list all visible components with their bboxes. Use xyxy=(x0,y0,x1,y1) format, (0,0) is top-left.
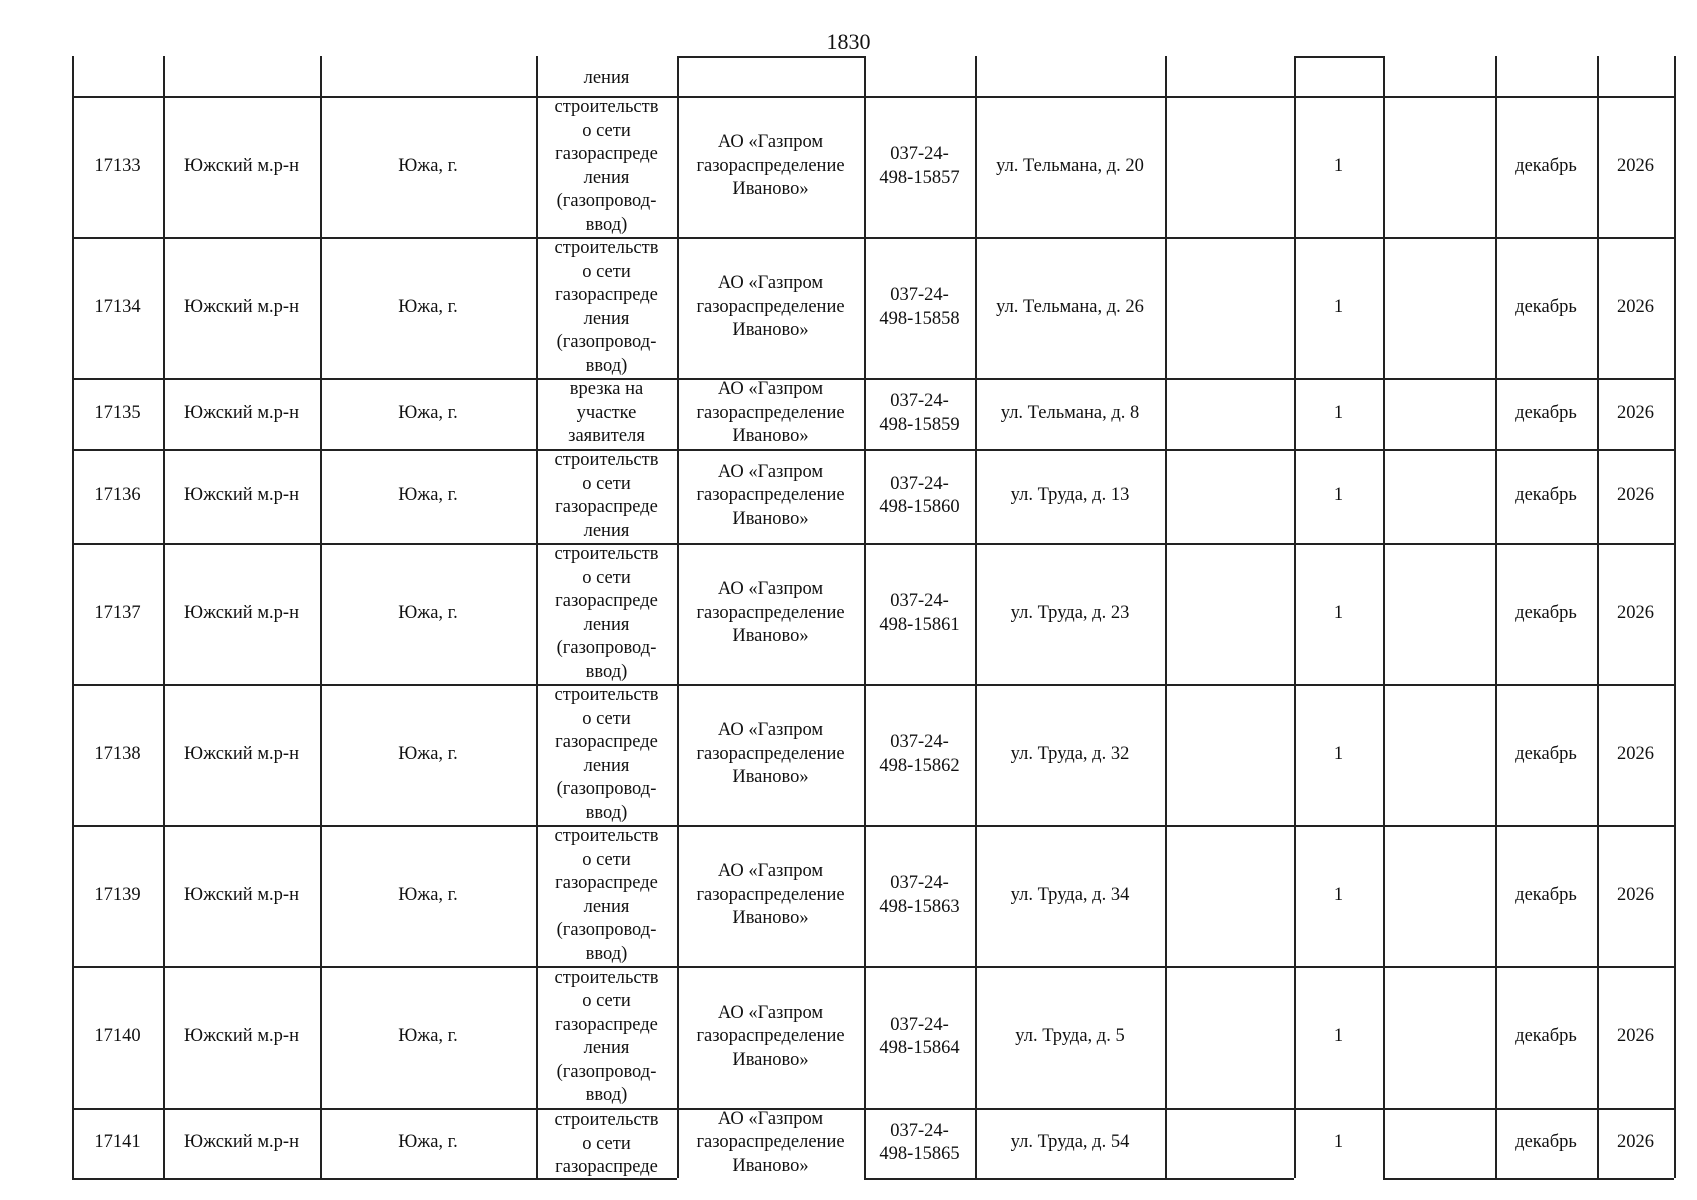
address-cell xyxy=(975,825,1165,966)
month-cell xyxy=(1495,378,1597,449)
address-cell xyxy=(975,543,1165,684)
year-cell xyxy=(1597,378,1674,449)
cell-text: строительств xyxy=(554,1110,659,1130)
row-number xyxy=(72,96,163,237)
cell-text: 1 xyxy=(1333,1026,1344,1047)
empty-cell xyxy=(1383,825,1495,966)
cell-text: ул. Тельмана, д. 8 xyxy=(1000,402,1140,423)
organization-cell xyxy=(677,378,864,449)
cell-text: 037-24- xyxy=(890,1120,949,1141)
month-cell xyxy=(1495,825,1597,966)
cell-text: газораспреде xyxy=(555,873,658,893)
cell-text: 1 xyxy=(1333,485,1344,506)
empty-cell xyxy=(1383,378,1495,449)
empty-cell xyxy=(1383,966,1495,1108)
cell-text: 2026 xyxy=(1617,884,1654,905)
cell-text: декабрь xyxy=(1515,743,1577,764)
quantity-cell xyxy=(1294,378,1383,449)
cell-text: ления xyxy=(583,308,630,329)
organization-cell xyxy=(677,1108,864,1178)
cell-text: Иваново» xyxy=(732,767,809,788)
city-cell xyxy=(320,684,536,825)
cell-text: 17134 xyxy=(94,296,141,317)
cell-text: Южа, г. xyxy=(398,296,458,317)
cell-text: 2026 xyxy=(1617,296,1654,317)
organization-cell xyxy=(677,237,864,378)
application-code-cell xyxy=(864,449,975,543)
cell-text: газораспределение xyxy=(696,296,845,317)
registry-table xyxy=(72,0,1674,1200)
district-cell xyxy=(163,96,320,237)
cell-text: (газопровод- xyxy=(556,779,657,799)
cell-text: декабрь xyxy=(1515,485,1577,506)
cell-text: (газопровод- xyxy=(556,191,657,211)
cell-text: газораспреде xyxy=(555,497,658,517)
cell-text: газораспределение xyxy=(696,884,845,905)
cell-text: Иваново» xyxy=(732,179,809,200)
work-type-cell xyxy=(536,825,677,966)
cell-text: 498-15860 xyxy=(879,497,960,517)
row-number xyxy=(72,378,163,449)
year-cell xyxy=(1597,684,1674,825)
cell-text: 1 xyxy=(1333,602,1344,623)
organization-cell xyxy=(677,966,864,1108)
cell-text: АО «Газпром xyxy=(717,861,824,882)
cell-text: ул. Труда, д. 5 xyxy=(1015,1026,1125,1047)
cell-text: газораспределение xyxy=(696,743,845,764)
cell-text: 1 xyxy=(1333,1132,1344,1153)
cell-text: Южа, г. xyxy=(398,155,458,176)
cell-text: газораспреде xyxy=(555,144,658,164)
cell-text: 2026 xyxy=(1617,402,1654,423)
cell-text: 2026 xyxy=(1617,1026,1654,1047)
cell-text: 1 xyxy=(1333,884,1344,905)
empty-cell xyxy=(1383,543,1495,684)
cell-text: Южа, г. xyxy=(398,485,458,506)
cell-text: газораспределение xyxy=(696,485,845,506)
cell-text: участке xyxy=(576,402,637,423)
cell-text: Южа, г. xyxy=(398,1132,458,1153)
year-cell xyxy=(1597,96,1674,237)
cell-text: 17136 xyxy=(94,485,141,506)
cell-text: газораспределение xyxy=(696,155,845,176)
cell-text: 037-24- xyxy=(890,591,949,611)
cell-text: 2026 xyxy=(1617,485,1654,506)
organization-cell xyxy=(677,449,864,543)
cell-text: Южский м.р-н xyxy=(184,1026,299,1047)
cell-text: ул. Труда, д. 23 xyxy=(1010,602,1130,623)
cell-text: 498-15859 xyxy=(879,414,960,435)
empty-cell xyxy=(1165,378,1294,449)
cell-text: ления xyxy=(583,614,630,635)
work-type-cell xyxy=(536,96,677,237)
cell-text: ления xyxy=(583,167,630,188)
cell-text: строительств xyxy=(554,544,659,564)
cell-text: ул. Труда, д. 34 xyxy=(1010,884,1130,905)
row-number xyxy=(72,684,163,825)
empty-cell xyxy=(1383,96,1495,237)
cell-text: АО «Газпром xyxy=(717,461,824,482)
city-cell xyxy=(320,378,536,449)
cell-text: АО «Газпром xyxy=(717,1002,824,1023)
cell-text: ул. Труда, д. 13 xyxy=(1010,485,1130,506)
organization-cell xyxy=(677,684,864,825)
cell-text: декабрь xyxy=(1515,1132,1577,1153)
cell-text: Южский м.р-н xyxy=(184,743,299,764)
cell-text: о сети xyxy=(582,120,631,141)
carry-over-work-type xyxy=(536,56,677,96)
application-code-cell xyxy=(864,378,975,449)
cell-text: строительств xyxy=(554,450,659,470)
cell-text: 498-15858 xyxy=(879,308,960,329)
cell-text: декабрь xyxy=(1515,602,1577,623)
cell-text: строительств xyxy=(554,238,659,258)
cell-text: Иваново» xyxy=(732,1049,809,1070)
cell-text: Иваново» xyxy=(732,508,809,529)
cell-text: АО «Газпром xyxy=(717,273,824,294)
empty-cell xyxy=(1165,825,1294,966)
quantity-cell xyxy=(1294,543,1383,684)
cell-text: заявителя xyxy=(568,426,645,447)
cell-text: ления xyxy=(583,520,630,541)
cell-text: 17138 xyxy=(94,743,141,764)
cell-text: врезка на xyxy=(569,379,644,400)
address-cell xyxy=(975,237,1165,378)
cell-text: ул. Труда, д. 54 xyxy=(1010,1132,1130,1153)
empty-cell xyxy=(1383,1108,1495,1178)
cell-text: Иваново» xyxy=(732,320,809,341)
cell-text: декабрь xyxy=(1515,884,1577,905)
organization-cell xyxy=(677,96,864,237)
row-number xyxy=(72,1108,163,1178)
cell-text: 498-15861 xyxy=(879,614,960,635)
year-cell xyxy=(1597,825,1674,966)
cell-text: 037-24- xyxy=(890,144,949,164)
empty-cell xyxy=(1165,684,1294,825)
row-number xyxy=(72,237,163,378)
cell-text: Южа, г. xyxy=(398,402,458,423)
quantity-cell xyxy=(1294,684,1383,825)
empty-cell xyxy=(1165,237,1294,378)
table-border xyxy=(1294,56,1383,58)
cell-text: 1 xyxy=(1333,743,1344,764)
cell-text: 037-24- xyxy=(890,473,949,494)
cell-text: 2026 xyxy=(1617,155,1654,176)
year-cell xyxy=(1597,1108,1674,1178)
month-cell xyxy=(1495,543,1597,684)
cell-text: 2026 xyxy=(1617,602,1654,623)
cell-text: 037-24- xyxy=(890,1014,949,1035)
cell-text: АО «Газпром xyxy=(717,132,824,153)
district-cell xyxy=(163,378,320,449)
organization-cell xyxy=(677,825,864,966)
cell-text: Южский м.р-н xyxy=(184,296,299,317)
application-code-cell xyxy=(864,966,975,1108)
work-type-cell xyxy=(536,449,677,543)
cell-text: декабрь xyxy=(1515,402,1577,423)
year-cell xyxy=(1597,966,1674,1108)
cell-text: ввод) xyxy=(585,943,628,964)
cell-text: строительств xyxy=(554,97,659,117)
month-cell xyxy=(1495,1108,1597,1178)
cell-text: 1 xyxy=(1333,296,1344,317)
quantity-cell xyxy=(1294,237,1383,378)
table-border xyxy=(1383,1178,1674,1180)
cell-text: ул. Тельмана, д. 26 xyxy=(996,296,1144,317)
quantity-cell xyxy=(1294,1108,1383,1178)
cell-text: ления xyxy=(583,755,630,776)
address-cell xyxy=(975,684,1165,825)
district-cell xyxy=(163,237,320,378)
table-border xyxy=(677,56,864,58)
cell-text: ления xyxy=(583,896,630,917)
cell-text: Южа, г. xyxy=(398,1026,458,1047)
empty-cell xyxy=(1165,449,1294,543)
cell-text: газораспределение xyxy=(696,1026,845,1047)
application-code-cell xyxy=(864,543,975,684)
cell-text: газораспределение xyxy=(696,402,845,423)
cell-text: 037-24- xyxy=(890,391,949,411)
address-cell xyxy=(975,1108,1165,1178)
cell-text: 17140 xyxy=(94,1026,141,1047)
cell-text: строительств xyxy=(554,685,659,705)
cell-text: о сети xyxy=(582,567,631,588)
district-cell xyxy=(163,825,320,966)
cell-text: Иваново» xyxy=(732,908,809,929)
application-code-cell xyxy=(864,684,975,825)
address-cell xyxy=(975,378,1165,449)
cell-text: ввод) xyxy=(585,661,628,682)
cell-text: 17137 xyxy=(94,602,141,623)
cell-text: 498-15862 xyxy=(879,755,960,776)
cell-text: декабрь xyxy=(1515,296,1577,317)
address-cell xyxy=(975,449,1165,543)
cell-text: 17133 xyxy=(94,155,141,176)
cell-text: газораспределение xyxy=(696,1132,845,1153)
cell-text: АО «Газпром xyxy=(717,379,824,400)
cell-text: декабрь xyxy=(1515,155,1577,176)
quantity-cell xyxy=(1294,96,1383,237)
cell-text: 1 xyxy=(1333,155,1344,176)
address-cell xyxy=(975,966,1165,1108)
row-number xyxy=(72,966,163,1108)
city-cell xyxy=(320,96,536,237)
cell-text: 037-24- xyxy=(890,285,949,305)
district-cell xyxy=(163,684,320,825)
cell-text: Южский м.р-н xyxy=(184,155,299,176)
cell-text: 498-15857 xyxy=(879,167,960,188)
row-number xyxy=(72,543,163,684)
cell-text: Южский м.р-н xyxy=(184,485,299,506)
cell-text: Южа, г. xyxy=(398,884,458,905)
month-cell xyxy=(1495,237,1597,378)
cell-text: 17141 xyxy=(94,1132,141,1153)
cell-text: строительств xyxy=(554,826,659,846)
cell-text: ввод) xyxy=(585,355,628,376)
cell-text: декабрь xyxy=(1515,1026,1577,1047)
cell-text: (газопровод- xyxy=(556,1061,657,1082)
quantity-cell xyxy=(1294,449,1383,543)
cell-text: 498-15864 xyxy=(879,1038,960,1058)
table-border xyxy=(72,1178,677,1180)
city-cell xyxy=(320,237,536,378)
cell-text: (газопровод- xyxy=(556,638,657,658)
cell-text: 2026 xyxy=(1617,1132,1654,1153)
address-cell xyxy=(975,96,1165,237)
cell-text: Иваново» xyxy=(732,1155,809,1176)
cell-text: газораспреде xyxy=(555,1014,658,1035)
empty-cell xyxy=(1165,966,1294,1108)
application-code-cell xyxy=(864,96,975,237)
cell-text: Южский м.р-н xyxy=(184,884,299,905)
cell-text: газораспределение xyxy=(696,602,845,623)
cell-text: о сети xyxy=(582,1133,631,1154)
cell-text: 17135 xyxy=(94,402,141,423)
table-border xyxy=(864,1178,1294,1180)
cell-text: АО «Газпром xyxy=(717,579,824,600)
work-type-cell xyxy=(536,966,677,1108)
cell-text: 17139 xyxy=(94,884,141,905)
city-cell xyxy=(320,449,536,543)
city-cell xyxy=(320,966,536,1108)
cell-text: строительств xyxy=(554,967,659,988)
cell-text: Иваново» xyxy=(732,426,809,447)
cell-text: АО «Газпром xyxy=(717,720,824,741)
cell-text: 498-15865 xyxy=(879,1144,960,1164)
empty-cell xyxy=(1165,96,1294,237)
cell-text: 037-24- xyxy=(890,873,949,893)
cell-text: ления xyxy=(583,1038,630,1058)
city-cell xyxy=(320,825,536,966)
empty-cell xyxy=(1383,684,1495,825)
cell-text: газораспреде xyxy=(555,732,658,752)
quantity-cell xyxy=(1294,966,1383,1108)
cell-text: Южа, г. xyxy=(398,743,458,764)
cell-text: ления xyxy=(583,67,630,88)
work-type-cell xyxy=(536,684,677,825)
cell-text: ввод) xyxy=(585,1085,628,1105)
empty-cell xyxy=(1165,543,1294,684)
cell-text: о сети xyxy=(582,261,631,282)
cell-text: 1 xyxy=(1333,402,1344,423)
cell-text: Иваново» xyxy=(732,626,809,647)
district-cell xyxy=(163,1108,320,1178)
table-border xyxy=(1674,56,1676,1178)
application-code-cell xyxy=(864,825,975,966)
empty-cell xyxy=(1383,237,1495,378)
cell-text: о сети xyxy=(582,849,631,870)
city-cell xyxy=(320,543,536,684)
empty-cell xyxy=(1165,1108,1294,1178)
cell-text: 037-24- xyxy=(890,732,949,752)
cell-text: ул. Труда, д. 32 xyxy=(1010,743,1130,764)
year-cell xyxy=(1597,237,1674,378)
organization-cell xyxy=(677,543,864,684)
work-type-cell xyxy=(536,1108,677,1178)
cell-text: Южский м.р-н xyxy=(184,402,299,423)
cell-text: газораспреде xyxy=(555,1157,658,1177)
cell-text: Южа, г. xyxy=(398,602,458,623)
cell-text: о сети xyxy=(582,708,631,729)
year-cell xyxy=(1597,543,1674,684)
work-type-cell xyxy=(536,237,677,378)
month-cell xyxy=(1495,96,1597,237)
cell-text: ввод) xyxy=(585,214,628,235)
cell-text: Южский м.р-н xyxy=(184,602,299,623)
district-cell xyxy=(163,966,320,1108)
quantity-cell xyxy=(1294,825,1383,966)
cell-text: газораспреде xyxy=(555,591,658,611)
cell-text: АО «Газпром xyxy=(717,1108,824,1129)
work-type-cell xyxy=(536,378,677,449)
row-number xyxy=(72,449,163,543)
district-cell xyxy=(163,543,320,684)
row-number xyxy=(72,825,163,966)
cell-text: Южский м.р-н xyxy=(184,1132,299,1153)
cell-text: о сети xyxy=(582,991,631,1011)
month-cell xyxy=(1495,449,1597,543)
application-code-cell xyxy=(864,237,975,378)
month-cell xyxy=(1495,684,1597,825)
cell-text: (газопровод- xyxy=(556,332,657,352)
cell-text: ул. Тельмана, д. 20 xyxy=(996,155,1144,176)
cell-text: 498-15863 xyxy=(879,896,960,917)
application-code-cell xyxy=(864,1108,975,1178)
cell-text: 2026 xyxy=(1617,743,1654,764)
work-type-cell xyxy=(536,543,677,684)
cell-text: (газопровод- xyxy=(556,920,657,940)
year-cell xyxy=(1597,449,1674,543)
cell-text: газораспреде xyxy=(555,285,658,305)
empty-cell xyxy=(1383,449,1495,543)
cell-text: ввод) xyxy=(585,802,628,823)
page-number: 1830 xyxy=(826,29,871,54)
district-cell xyxy=(163,449,320,543)
cell-text: о сети xyxy=(582,473,631,494)
city-cell xyxy=(320,1108,536,1178)
month-cell xyxy=(1495,966,1597,1108)
